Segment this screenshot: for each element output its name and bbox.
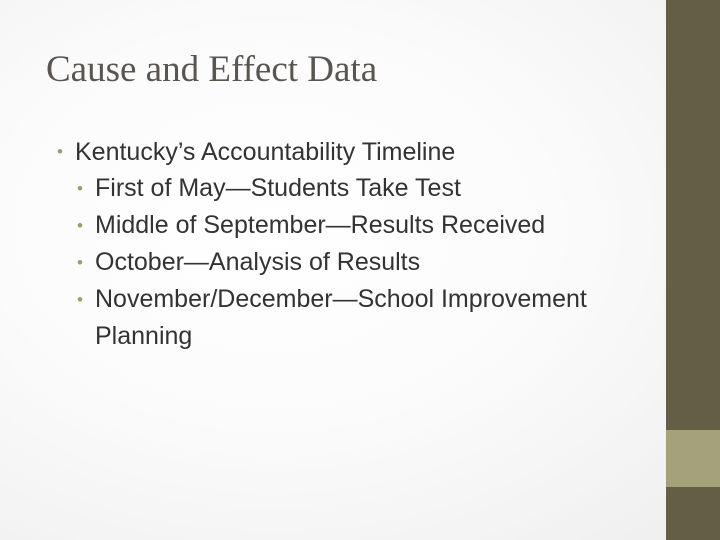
bullet-list <box>57 134 657 355</box>
bullet-item-november-december <box>57 281 657 355</box>
bullet-text: Kentucky’s Accountability Timeline <box>75 138 456 166</box>
bullet-item-october <box>57 244 657 281</box>
bullet-icon: • <box>77 216 83 235</box>
bullet-item-may <box>57 170 657 207</box>
bullet-item-september <box>57 207 657 244</box>
slide-title: Cause and Effect Data <box>46 49 378 90</box>
bullet-text: First of May—Students Take Test <box>95 174 461 202</box>
bullet-text: November/December—School Improvement Planning <box>95 285 587 350</box>
bullet-icon: • <box>77 253 83 272</box>
bullet-icon: • <box>57 142 63 161</box>
bullet-icon: • <box>77 179 83 198</box>
bullet-item-timeline <box>57 134 657 170</box>
bullet-text: Middle of September—Results Received <box>95 211 546 239</box>
bullet-icon: • <box>77 290 83 309</box>
bullet-text: October—Analysis of Results <box>95 248 421 276</box>
right-sidebar-accent <box>666 430 720 487</box>
